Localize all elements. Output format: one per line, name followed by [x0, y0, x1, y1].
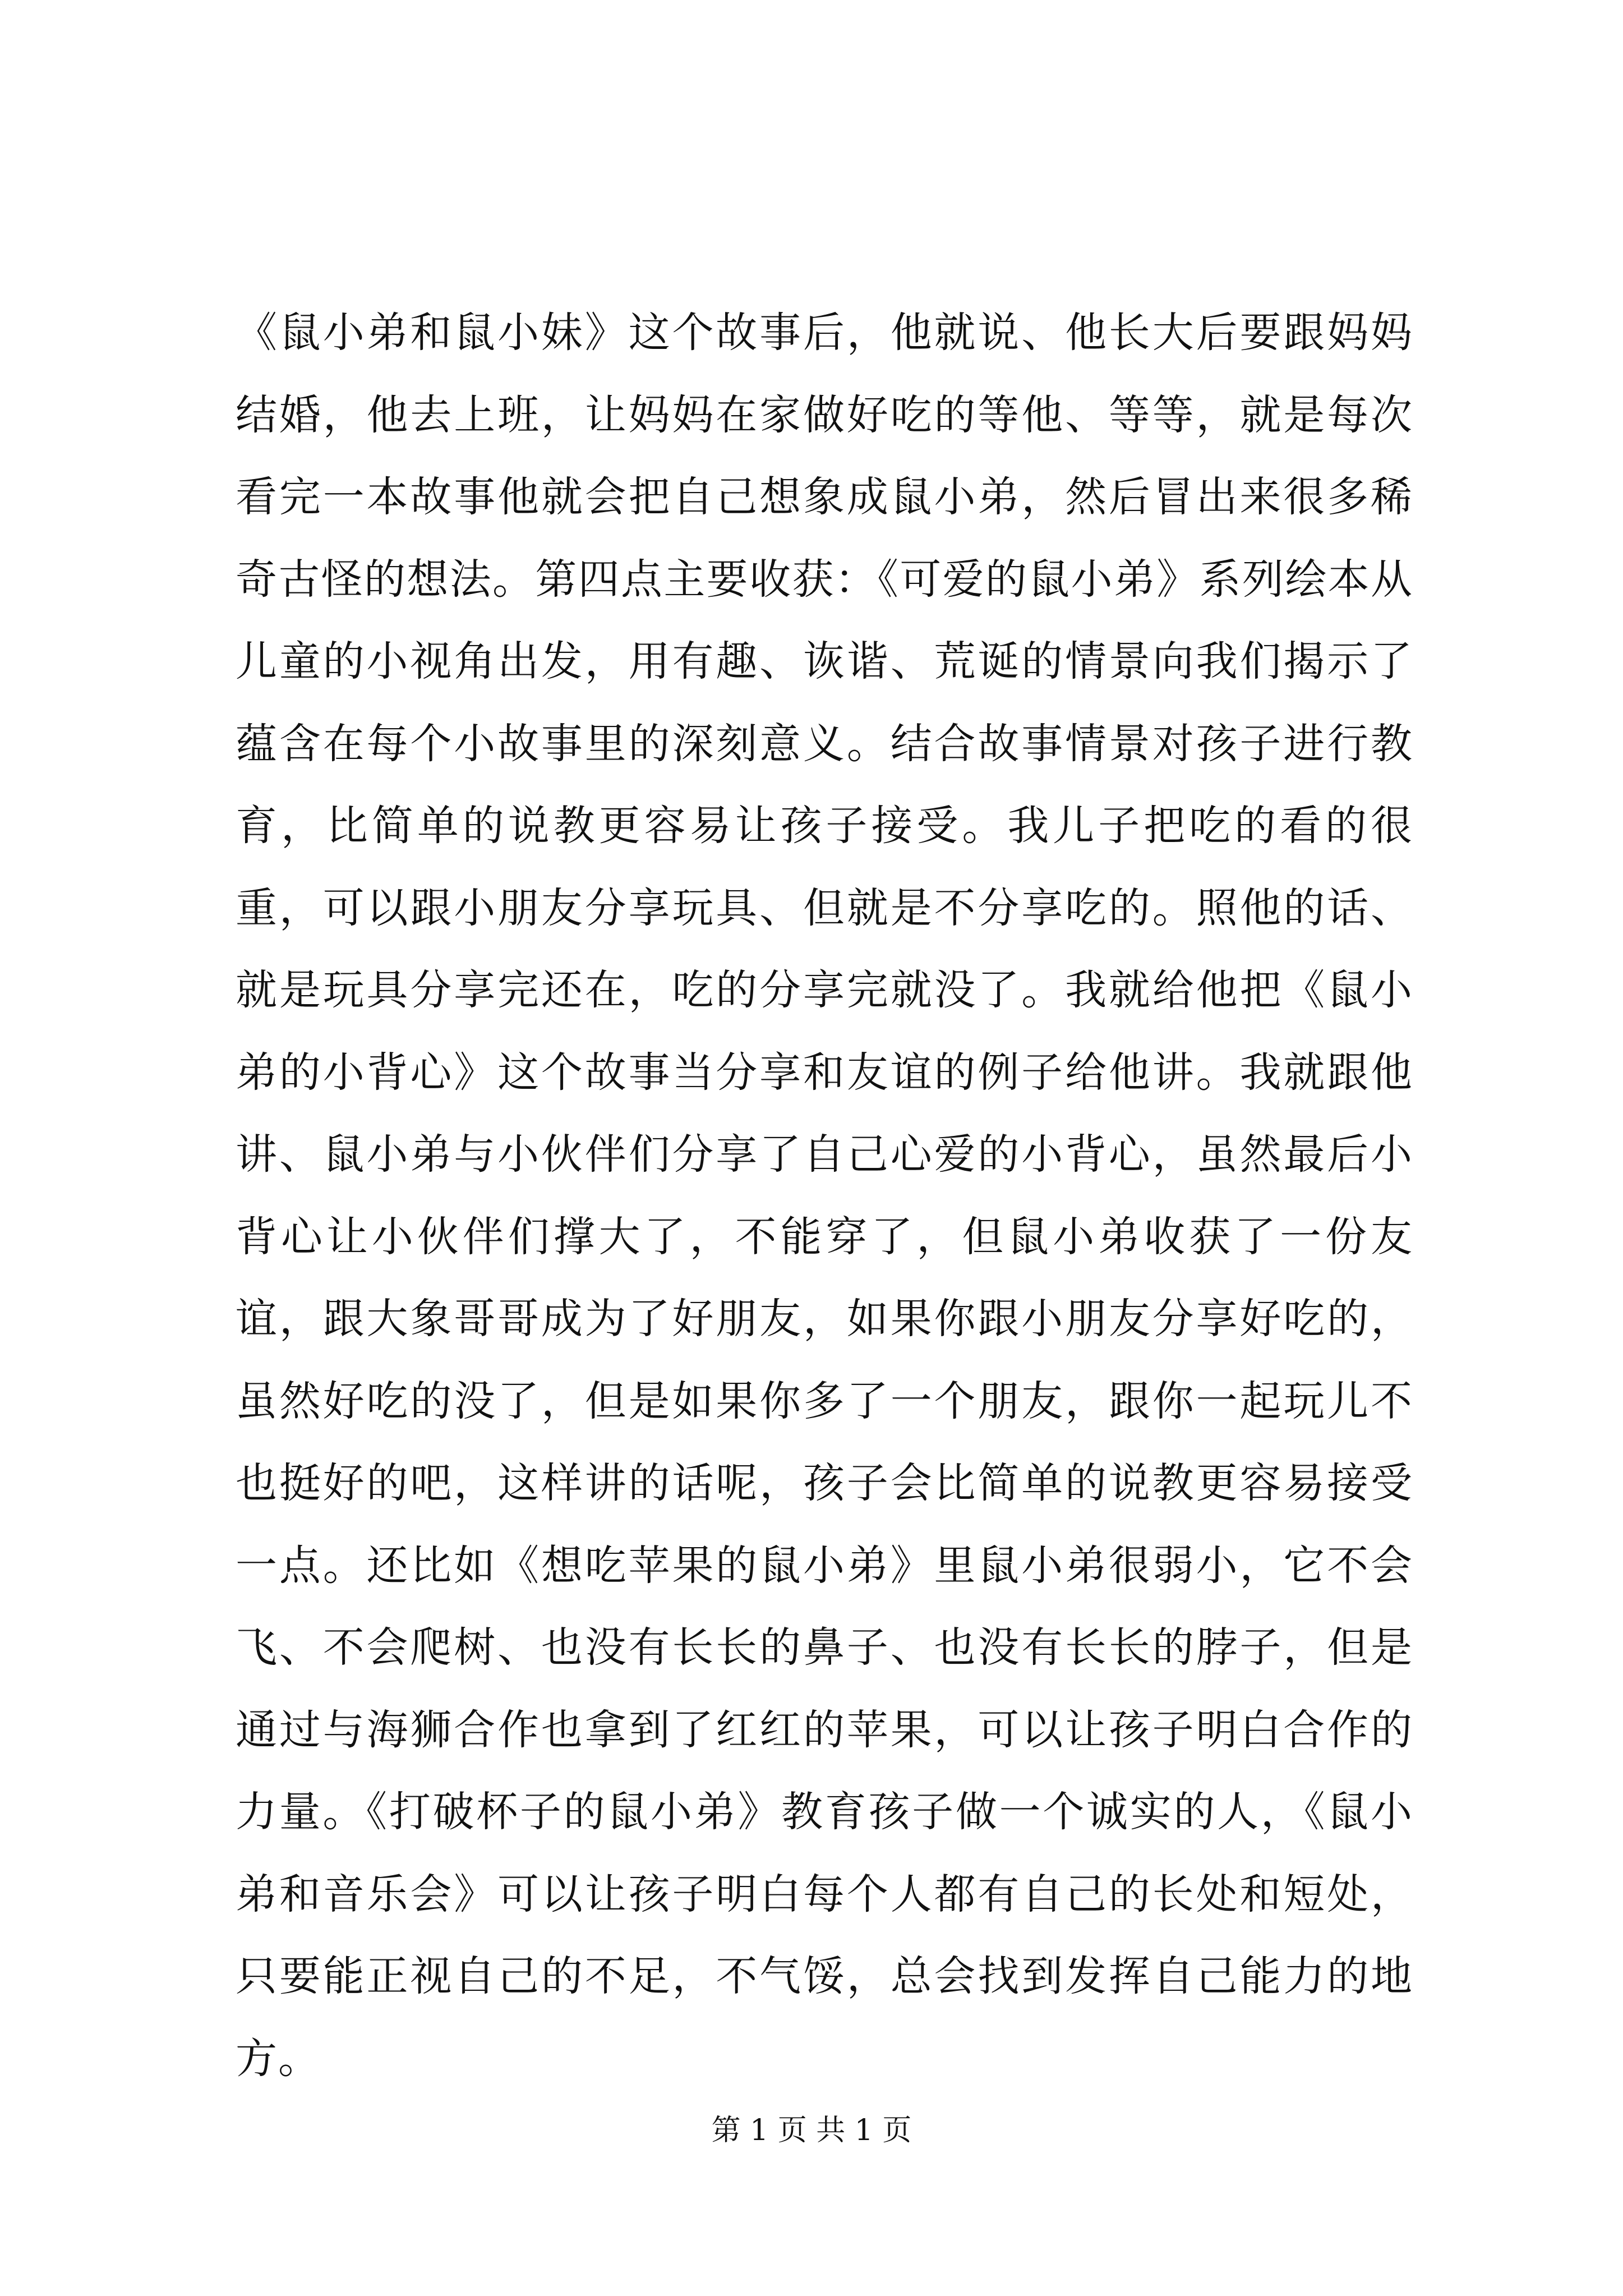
body-paragraph: 《鼠小弟和鼠小妹》这个故事后，他就说、他长大后要跟妈妈结婚，他去上班，让妈妈在家做好吃的等他、等等，就是每次看完一本故事他就会把自己想象成鼠小弟，然后冒出来很多稀奇古怪的想法。第四点主要收获：《可爱的鼠小弟》系列绘本从儿童的小视角出发，用有趣、诙谐、荒诞的情景向我们揭示了蕴含在每个小故事里的深刻意义。结合故事情景对孩子进行教育，比简单的说教更容易让孩子接受。我儿子把吃的看的很重，可以跟小朋友分享玩具、但就是不分享吃的。照他的话、就是玩具分享完还在，吃的分享完就没了。我就给他把《鼠小弟的小背心》这个故事当分享和友谊的例子给他讲。我就跟他讲、鼠小弟与小伙伴们分享了自己心爱的小背心，虽然最后小背心让小伙伴们撑大了，不能穿了，但鼠小弟收获了一份友谊，跟大象哥哥成为了好朋友，如果你跟小朋友分享好吃的，虽然好吃的没了，但是如果你多了一个朋友，跟你一起玩儿不也挺好的吧，这样讲的话呢，孩子会比简单的说教更容易接受一点。还比如《想吃苹果的鼠小弟》里鼠小弟很弱小，它不会飞、不会爬树、也没有长长的鼻子、也没有长长的脖子，但是通过与海狮合作也拿到了红红的苹果，可以让孩子明白合作的力量。《打破杯子的鼠小弟》教育孩子做一个诚实的人，《鼠小弟和音乐会》可以让孩子明白每个人都有自己的长处和短处，只要能正视自己的不足，不气馁，总会找到发挥自己能力的地方。 — [236, 309, 1413, 2083]
page-footer: 第 1 页 共 1 页 — [711, 2114, 912, 2147]
